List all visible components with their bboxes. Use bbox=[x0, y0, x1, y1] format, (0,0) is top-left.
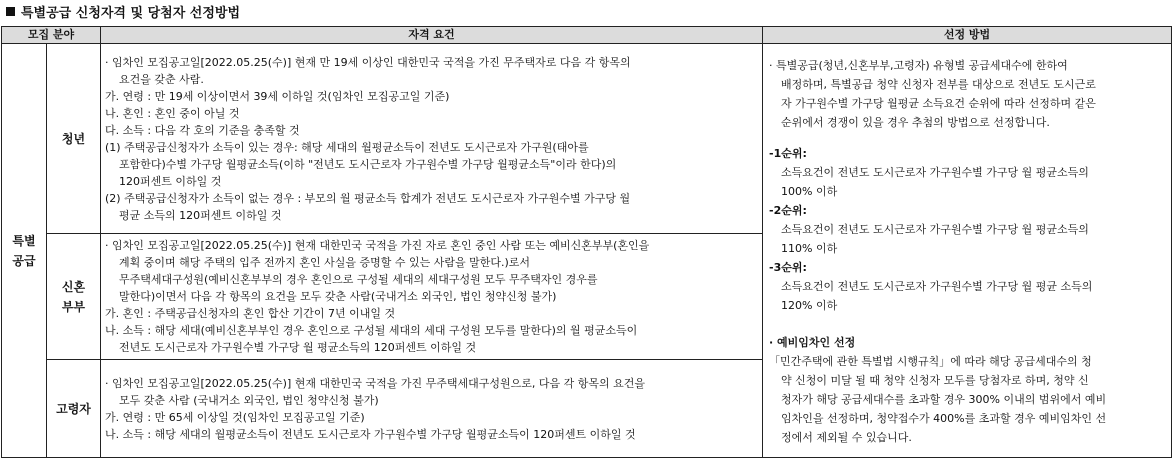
req-line: 계획 중이며 해당 주택의 입주 전까지 혼인 사실을 증명할 수 있는 사람을 말한다.)로서 bbox=[119, 256, 531, 269]
req-line: · 임차인 모집공고일[2022.05.25(수)] 현재 만 19세 이상인 대한민국 국적을 가진 무주택자로 다음 각 항목의 bbox=[105, 55, 631, 69]
category-line2: 공급 bbox=[12, 253, 36, 268]
header-row bbox=[2, 27, 1172, 44]
req-line: 나. 소득 : 해당 세대(예비신혼부부인 경우 혼인으로 구성될 세대의 세대 구성원 모두를 말한다)의 월 평균소득이 bbox=[105, 324, 638, 337]
youth-requirements bbox=[101, 44, 763, 234]
sel-line: 110% 이하 bbox=[781, 242, 838, 255]
header-requirements: 자격 요건 bbox=[101, 27, 763, 44]
sel-line: · 특별공급(청년,신혼부부,고령자) 유형별 공급세대수에 한하여 bbox=[769, 59, 1068, 72]
newlywed-label-line2: 부부 bbox=[61, 299, 86, 314]
req-line: · 임차인 모집공고일[2022.05.25(수)] 현재 대한민국 국적을 가진 무주택세대구성원으로, 다음 각 항목의 요건을 bbox=[105, 376, 646, 390]
req-line: · 임차인 모집공고일[2022.05.25(수)] 현재 대한민국 국적을 가진 자로 혼인 중인 사람 또는 예비신혼부부(혼인을 bbox=[105, 239, 650, 252]
req-line: 가. 혼인 : 주택공급신청자의 혼인 합산 기간이 7년 이내일 것 bbox=[105, 307, 396, 320]
elderly-requirements bbox=[101, 360, 763, 458]
sel-line: 자 가구원수별 가구당 월평균 소득요건 순위에 따라 선정하며 같은 bbox=[781, 97, 1096, 110]
req-line: 다. 소득 : 다음 각 호의 기준을 충족할 것 bbox=[105, 123, 300, 137]
req-line: 가. 연령 : 만 19세 이상이면서 39세 이하일 것(임차인 모집공고일 기준) bbox=[105, 89, 450, 103]
elderly-label: 고령자 bbox=[47, 360, 101, 458]
newlywed-requirements bbox=[101, 234, 763, 360]
category-special-supply bbox=[2, 44, 47, 458]
req-line: 요건을 갖춘 사람. bbox=[119, 72, 204, 86]
req-line: 120퍼센트 이하일 것 bbox=[119, 174, 222, 188]
sel-line: 소득요건이 전년도 도시근로자 가구원수별 가구당 월 평균소득의 bbox=[781, 166, 1089, 179]
rank2-title: -2순위: bbox=[769, 204, 807, 217]
sel-line: 임차인을 선정하며, 청약접수가 400%를 초과할 경우 예비임차인 선 bbox=[781, 412, 1107, 425]
youth-label: 청년 bbox=[47, 44, 101, 234]
req-line: 평균 소득의 120퍼센트 이하일 것 bbox=[119, 208, 282, 222]
req-line: 나. 소득 : 해당 세대의 월평균소득이 전년도 도시근로자 가구원수별 가구당 월평균소득이 120퍼센트 이하일 것 bbox=[105, 427, 636, 441]
rank3-title: -3순위: bbox=[769, 261, 807, 274]
req-line: 무주택세대구성원(예비신혼부부의 경우 혼인으로 구성될 세대의 세대구성원 모두 무주택자인 경우를 bbox=[119, 273, 598, 286]
req-line: (1) 주택공급신청자가 소득이 있는 경우: 해당 세대의 월평균소득이 전년도 도시근로자 가구원(태아를 bbox=[105, 140, 589, 154]
sel-line: 정에서 제외될 수 있습니다. bbox=[781, 431, 912, 444]
req-line: 전년도 도시근로자 가구원수별 가구당 월 평균소득의 120퍼센트 이하일 것 bbox=[119, 341, 477, 354]
req-line: 나. 혼인 : 혼인 중이 아닐 것 bbox=[105, 106, 240, 120]
sel-line: 소득요건이 전년도 도시근로자 가구원수별 가구당 월 평균 소득의 bbox=[781, 280, 1093, 293]
selection-method bbox=[763, 44, 1172, 458]
header-selection: 선정 방법 bbox=[763, 27, 1172, 44]
square-bullet-icon bbox=[6, 7, 15, 16]
req-line: 포함한다)수별 가구당 월평균소득(이하 "전년도 도시근로자 가구원수별 가구당 월평균소득"이라 한다)의 bbox=[119, 157, 617, 171]
youth-row bbox=[2, 44, 1172, 234]
reserve-title: · 예비임차인 선정 bbox=[769, 336, 856, 349]
sel-line: 청자가 해당 공급세대수를 초과할 경우 300% 이내의 범위에서 예비 bbox=[781, 393, 1107, 406]
req-line: 가. 연령 : 만 65세 이상일 것(임차인 모집공고일 기준) bbox=[105, 410, 365, 424]
sel-line: 소득요건이 전년도 도시근로자 가구원수별 가구당 월 평균소득의 bbox=[781, 223, 1089, 236]
req-line: 말한다)이면서 다음 각 항목의 요건을 모두 갖춘 사람(국내거소 외국인, 법인 청약신청 불가) bbox=[119, 290, 557, 303]
newlywed-label bbox=[47, 234, 101, 360]
sel-line: 120% 이하 bbox=[781, 299, 838, 312]
req-line: (2) 주택공급신청자가 소득이 없는 경우 : 부모의 월 평균소득 합계가 전년도 도시근로자 가구원수별 가구당 월 bbox=[105, 191, 631, 205]
category-line1: 특별 bbox=[12, 233, 36, 248]
sel-line: 순위에서 경쟁이 있을 경우 추첨의 방법으로 선정합니다. bbox=[781, 116, 1050, 129]
page-title-text: 특별공급 신청자격 및 당첨자 선정방법 bbox=[21, 6, 241, 21]
header-field: 모집 분야 bbox=[2, 27, 101, 44]
sel-line: 100% 이하 bbox=[781, 185, 838, 198]
rank1-title: -1순위: bbox=[769, 147, 807, 160]
sel-line: 약 신청이 미달 될 때 청약 신청자 모두를 당첨자로 하며, 청약 신 bbox=[781, 374, 1089, 387]
special-supply-table bbox=[1, 26, 1172, 458]
sel-line: 「민간주택에 관한 특별법 시행규칙」에 따라 해당 공급세대수의 청 bbox=[769, 355, 1092, 368]
newlywed-label-line1: 신혼 bbox=[61, 279, 86, 294]
page-title bbox=[6, 4, 240, 24]
sel-line: 배정하며, 특별공급 청약 신청자 전부를 대상으로 전년도 도시근로 bbox=[781, 78, 1096, 91]
req-line: 모두 갖춘 사람 (국내거소 외국인, 법인 청약신청 불가) bbox=[119, 393, 379, 407]
